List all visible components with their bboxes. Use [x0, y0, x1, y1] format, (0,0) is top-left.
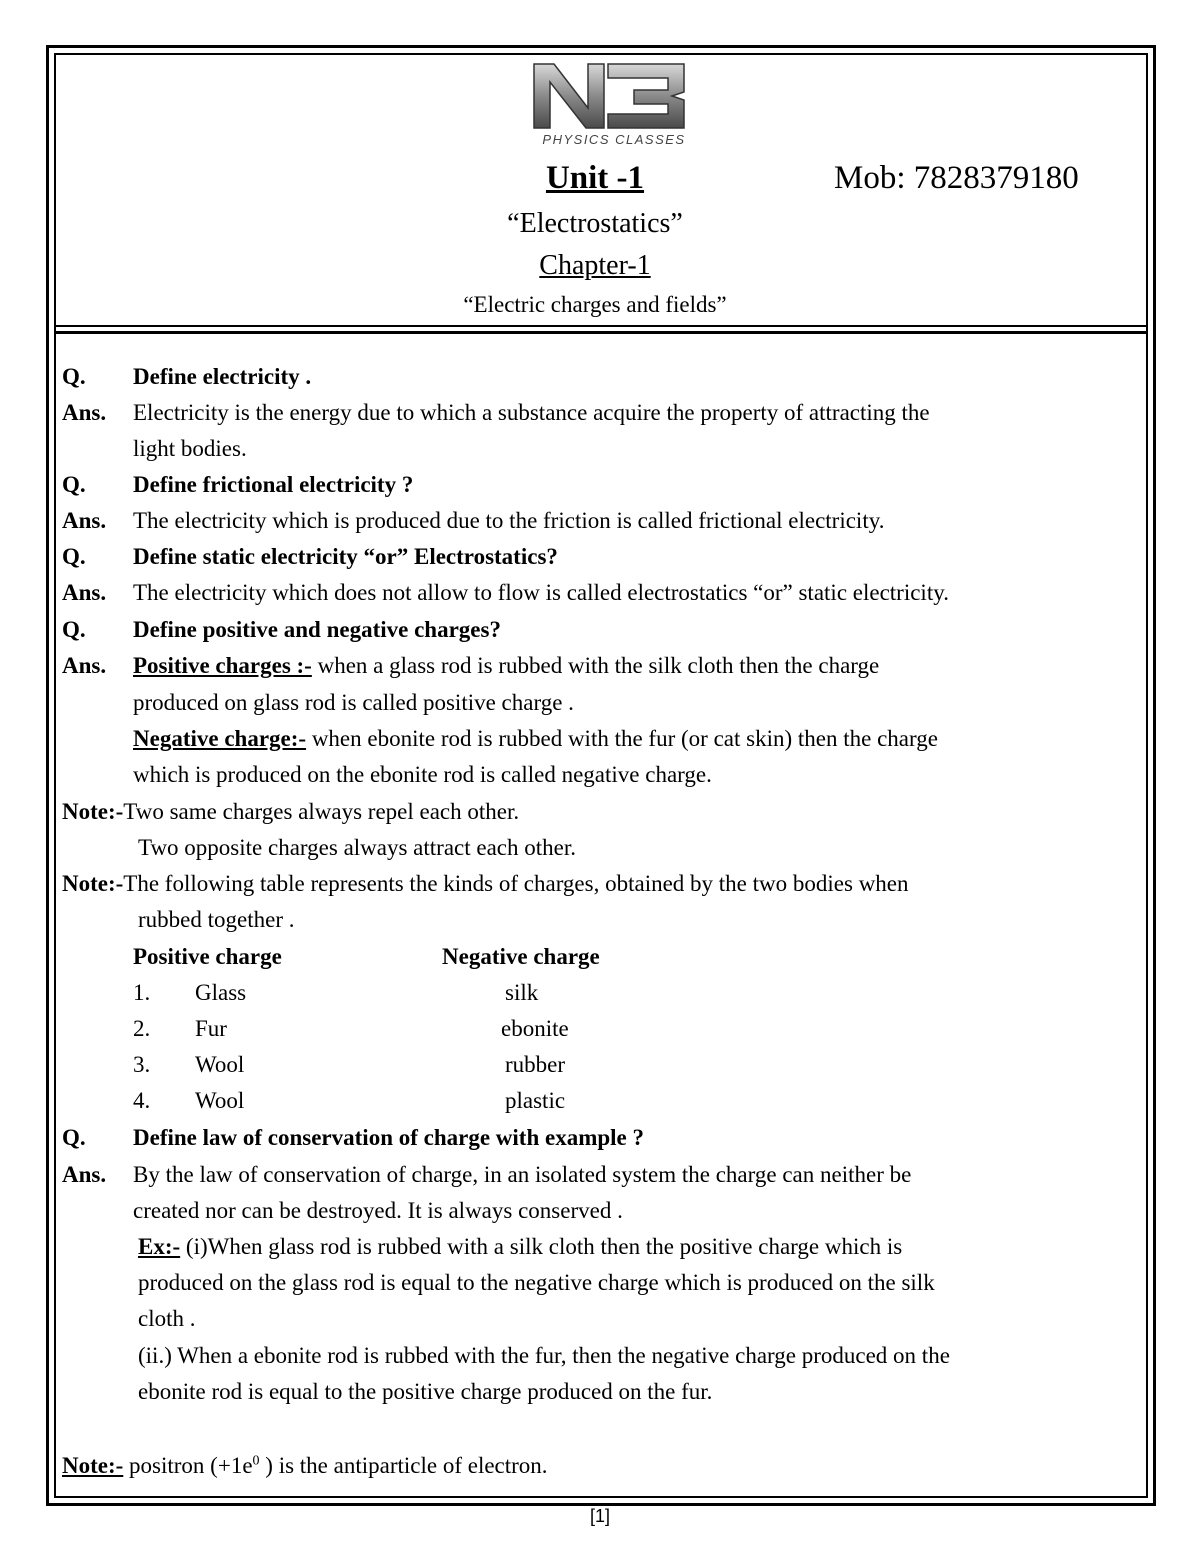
negative-charge-label: Negative charge:- — [133, 726, 307, 751]
q-label: Q. — [62, 364, 86, 389]
positive-charges-label: Positive charges :- — [133, 653, 312, 678]
negative-charge-line — [133, 724, 938, 754]
example-2-line-1: (ii.) When a ebonite rod is rubbed with the fur, then the negative charge produced on the — [138, 1343, 950, 1368]
answer-5 — [62, 1160, 911, 1190]
example-2-line-2: ebonite rod is equal to the positive charge produced on the fur. — [138, 1379, 713, 1404]
question-3 — [62, 542, 558, 572]
answer-5-line-2: created nor can be destroyed. It is always conserved . — [133, 1198, 623, 1223]
answer-text: Electricity is the energy due to which a substance acquire the property of attracting the — [133, 400, 930, 425]
chapter-title: “Electric charges and fields” — [463, 292, 727, 317]
example-1-text: (i)When glass rod is rubbed with a silk cloth then the positive charge which is — [180, 1234, 903, 1259]
answer-3 — [62, 578, 949, 608]
table-header-negative: Negative charge — [442, 944, 600, 969]
answer-2 — [62, 506, 884, 536]
answer-text: The electricity which is produced due to the friction is called frictional electricity. — [133, 508, 885, 533]
note-3 — [62, 1451, 548, 1481]
unit-title: “Electrostatics” — [507, 208, 683, 239]
table-row-negative: rubber — [505, 1052, 566, 1077]
table-row-negative: plastic — [505, 1088, 566, 1113]
q-label: Q. — [62, 1125, 86, 1150]
example-1-line-1 — [138, 1232, 902, 1262]
ans-label: Ans. — [62, 1162, 107, 1187]
table-row-positive: Glass — [195, 980, 247, 1005]
table-row-negative: silk — [505, 980, 539, 1005]
negative-charge-text: when ebonite rod is rubbed with the fur (or cat skin) then the charge — [306, 726, 938, 751]
example-label: Ex:- — [138, 1234, 181, 1259]
table-row-num: 1. — [133, 980, 151, 1005]
answer-1 — [62, 398, 930, 428]
chapter-heading: Chapter-1 — [539, 250, 651, 281]
table-row-num: 2. — [133, 1016, 151, 1041]
question-text: Define positive and negative charges? — [133, 617, 501, 642]
table-row-positive: Wool — [195, 1088, 245, 1113]
note-1 — [62, 797, 519, 827]
table-row-positive: Fur — [195, 1016, 227, 1041]
nb-physics-classes-logo — [526, 58, 696, 150]
note-label: Note:- — [62, 799, 124, 824]
question-text: Define frictional electricity ? — [133, 472, 414, 497]
positive-charges-line-2: produced on glass rod is called positive charge . — [133, 690, 574, 715]
q-label: Q. — [62, 544, 86, 569]
negative-charge-line-2: which is produced on the ebonite rod is called negative charge. — [133, 762, 712, 787]
superscript-zero: 0 — [252, 1453, 260, 1469]
answer-4 — [62, 651, 879, 681]
table-header-positive: Positive charge — [133, 944, 282, 969]
note-label: Note:- — [62, 1453, 124, 1478]
page-number: [1] — [589, 1506, 610, 1526]
note-1-line-2: Two opposite charges always attract each other. — [138, 835, 576, 860]
question-5 — [62, 1123, 644, 1153]
note-text: Two same charges always repel each other. — [123, 799, 520, 824]
unit-heading: Unit -1 — [545, 160, 645, 196]
question-text: Define law of conservation of charge with example ? — [133, 1125, 645, 1150]
logo-subtitle: PHYSICS CLASSES — [542, 132, 686, 147]
q-label: Q. — [62, 472, 86, 497]
question-1 — [62, 362, 311, 392]
table-row-positive: Wool — [195, 1052, 245, 1077]
question-2 — [62, 470, 413, 500]
note-label: Note:- — [62, 871, 124, 896]
note-2 — [62, 869, 909, 899]
note-text-pre: positron (+1e — [123, 1453, 253, 1478]
question-text: Define electricity . — [133, 364, 312, 389]
q-label: Q. — [62, 617, 86, 642]
ans-label: Ans. — [62, 653, 107, 678]
positive-charges-text: when a glass rod is rubbed with the silk cloth then the charge — [311, 653, 880, 678]
note-text-post: ) is the antiparticle of electron. — [259, 1453, 548, 1478]
mobile-number: Mob: 7828379180 — [834, 160, 1079, 196]
ans-label: Ans. — [62, 580, 107, 605]
header-separator — [54, 325, 1148, 334]
ans-label: Ans. — [62, 508, 107, 533]
question-4 — [62, 615, 501, 645]
table-row-num: 4. — [133, 1088, 151, 1113]
ans-label: Ans. — [62, 400, 107, 425]
answer-1-line-2: light bodies. — [133, 436, 247, 461]
note-2-line-2: rubbed together . — [138, 907, 295, 932]
note-text: The following table represents the kinds of charges, obtained by the two bodies when — [123, 871, 909, 896]
logo-letters — [534, 64, 684, 128]
example-1-line-3: cloth . — [138, 1306, 196, 1331]
answer-text: The electricity which does not allow to flow is called electrostatics “or” static electricity. — [133, 580, 949, 605]
answer-text: By the law of conservation of charge, in an isolated system the charge can neither be — [133, 1162, 912, 1187]
table-row-negative: ebonite — [501, 1016, 569, 1041]
example-1-line-2: produced on the glass rod is equal to the negative charge which is produced on the silk — [138, 1270, 935, 1295]
table-row-num: 3. — [133, 1052, 151, 1077]
question-text: Define static electricity “or” Electrostatics? — [133, 544, 558, 569]
